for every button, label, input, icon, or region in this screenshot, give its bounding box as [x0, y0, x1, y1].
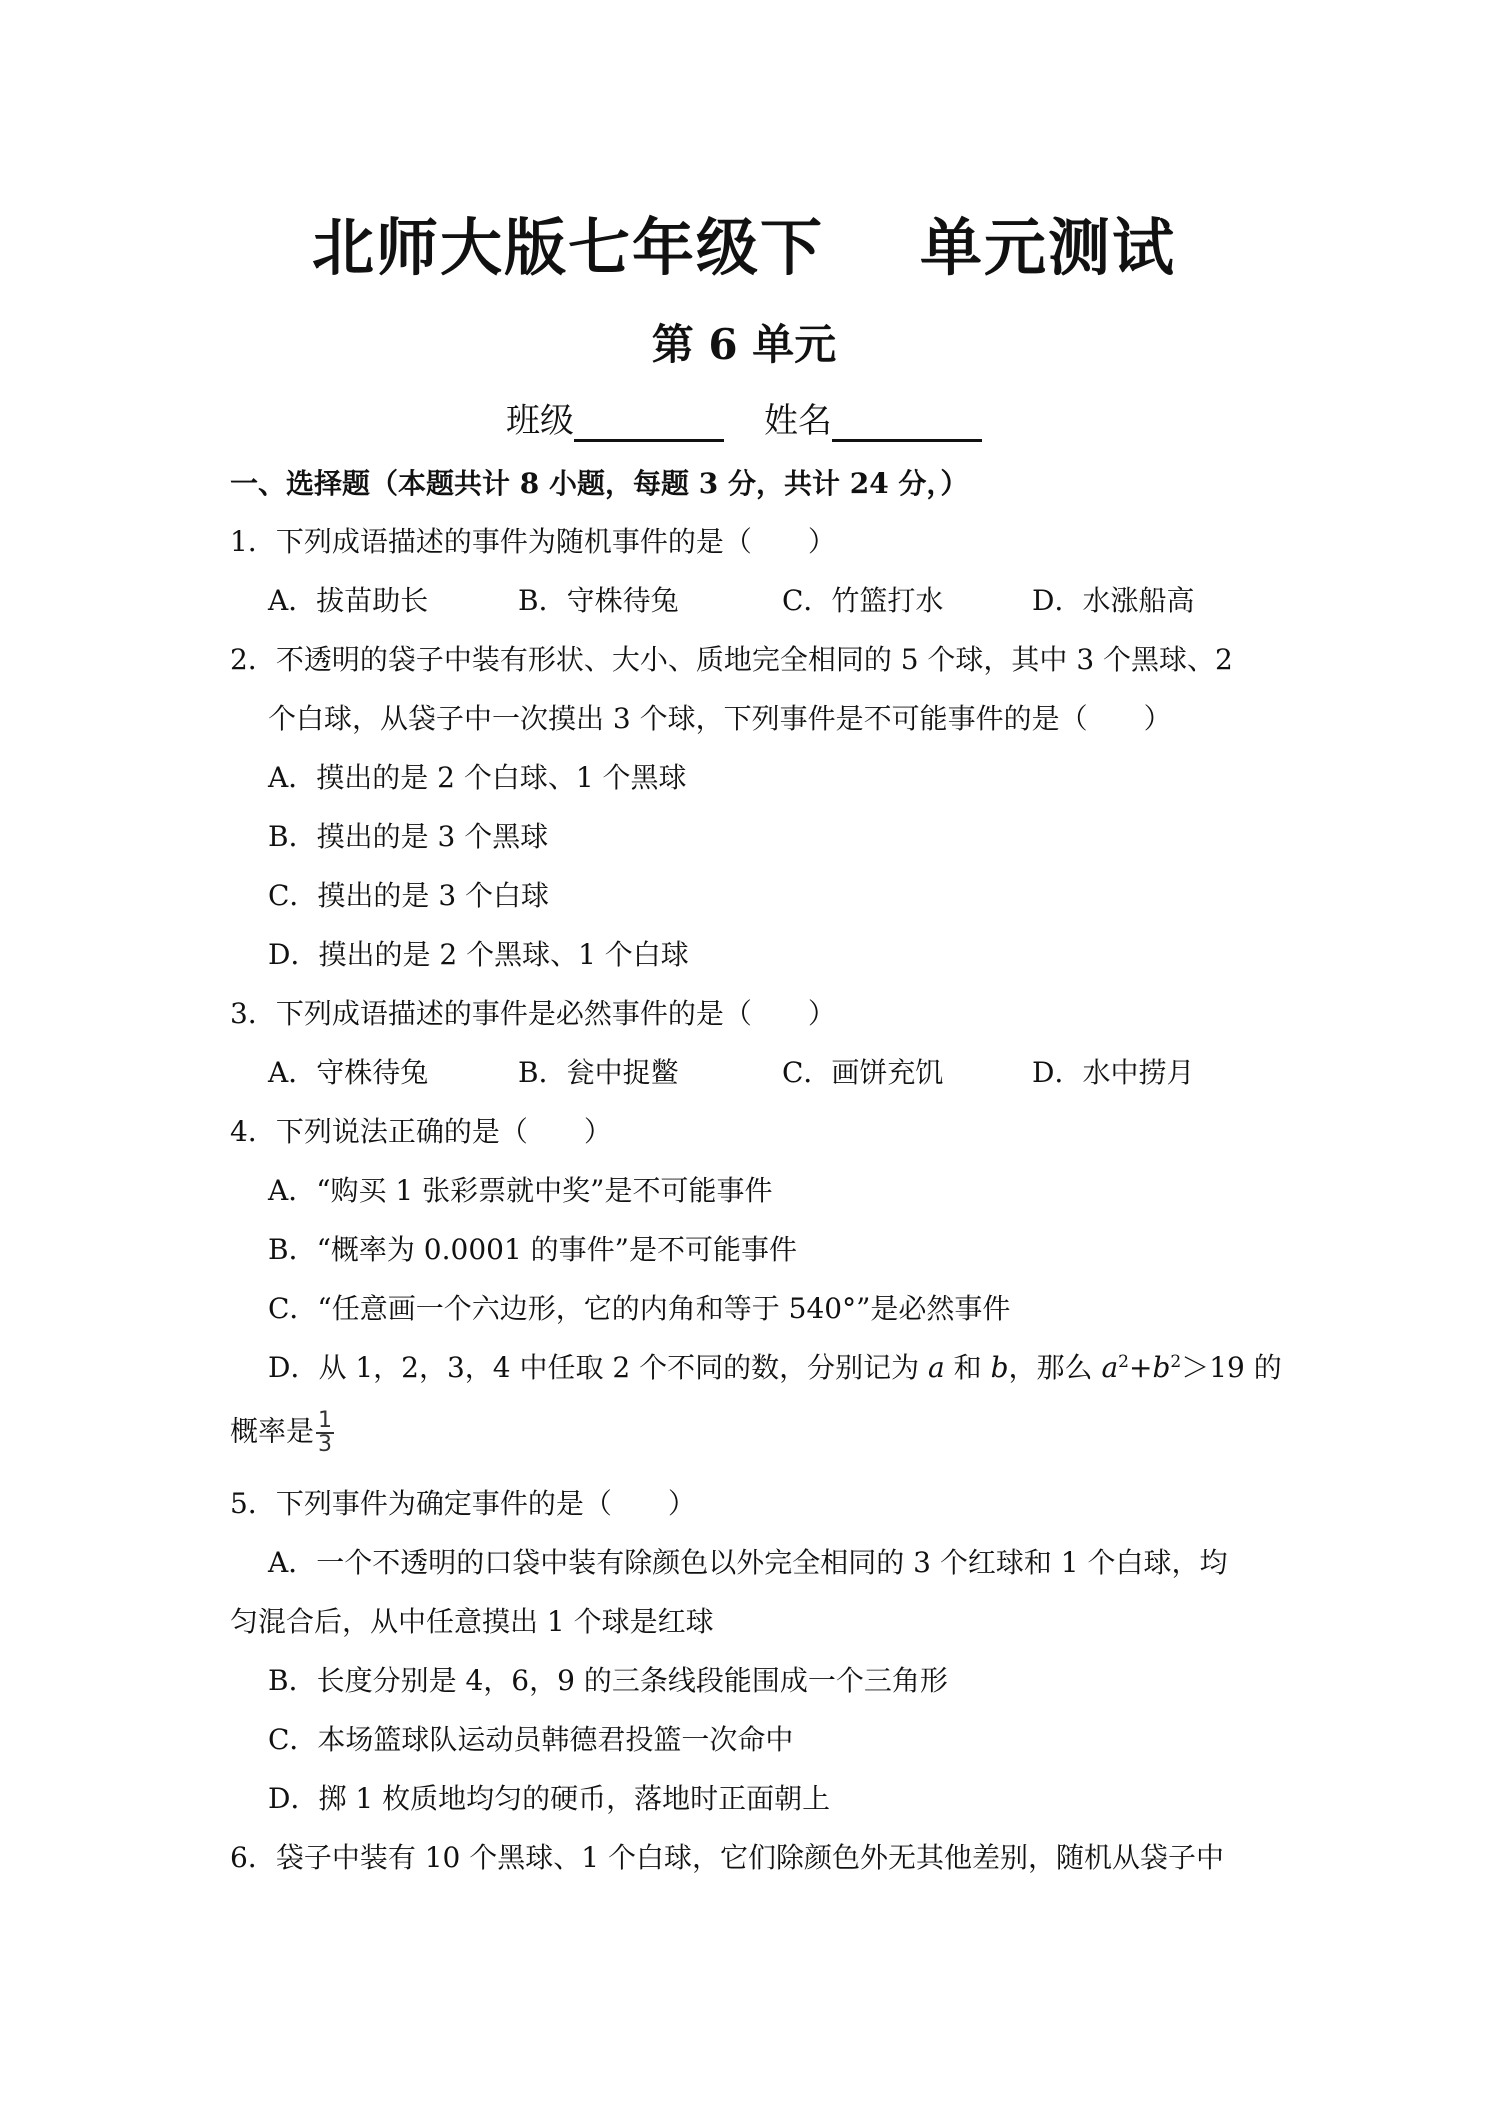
q2-option-d: D．摸出的是 2 个黑球、1 个白球	[268, 938, 689, 971]
q4d-and: 和	[953, 1351, 982, 1384]
q4d-plus: +	[1128, 1351, 1153, 1384]
q4d-then: ，那么	[1008, 1351, 1093, 1384]
q4d-expr-b: b	[1152, 1351, 1171, 1384]
q1-option-d: D．水涨船高	[1032, 584, 1195, 617]
q3-option-a: A．守株待兔	[268, 1056, 429, 1089]
q1-option-b: B．守株待兔	[518, 584, 679, 617]
q4d-rest: ＞19 的	[1181, 1351, 1282, 1384]
q4d-var-a: a	[928, 1351, 945, 1384]
fraction-denominator: 3	[318, 1432, 333, 1457]
question-2-stem-line1: 2．不透明的袋子中装有形状、大小、质地完全相同的 5 个球，其中 3 个黑球、2	[230, 643, 1233, 676]
class-blank	[574, 405, 724, 442]
q5-option-a-line1: A．一个不透明的口袋中装有除颜色以外完全相同的 3 个红球和 1 个白球，均	[268, 1546, 1228, 1579]
question-5-stem: 5．下列事件为确定事件的是（ ）	[230, 1487, 696, 1520]
q4-option-c: C．“任意画一个六边形，它的内角和等于 540°”是必然事件	[268, 1292, 1011, 1325]
class-label: 班级	[506, 401, 574, 441]
q4d-expr-a: a	[1101, 1351, 1119, 1384]
q4d-var-b: b	[990, 1351, 1009, 1384]
class-name-line	[0, 393, 1488, 442]
q3-option-d: D．水中捞月	[1032, 1056, 1195, 1089]
title-left: 北师大版七年级下	[311, 211, 824, 284]
q3-option-b: B．瓮中捉鳖	[518, 1056, 679, 1089]
q4d-sup1: 2	[1118, 1352, 1129, 1372]
question-4-stem: 4．下列说法正确的是（ ）	[230, 1115, 612, 1148]
fraction-numerator: 1	[318, 1408, 333, 1433]
q1-option-c: C．竹篮打水	[782, 584, 944, 617]
q5-option-b: B．长度分别是 4，6，9 的三条线段能围成一个三角形	[268, 1664, 948, 1697]
question-1-stem: 1．下列成语描述的事件为随机事件的是（ ）	[230, 525, 836, 558]
q2-option-c: C．摸出的是 3 个白球	[268, 879, 550, 912]
q4-option-a: A．“购买 1 张彩票就中奖”是不可能事件	[268, 1174, 773, 1207]
q5-option-d: D．掷 1 枚质地均匀的硬币，落地时正面朝上	[268, 1782, 831, 1815]
q4-option-b: B．“概率为 0.0001 的事件”是不可能事件	[268, 1233, 797, 1266]
unit-subtitle: 第 6 单元	[651, 320, 837, 369]
q3-option-c: C．画饼充饥	[782, 1056, 944, 1089]
q4-option-d-line2	[230, 1410, 334, 1456]
q1-option-a: A．拔苗助长	[268, 584, 429, 617]
question-2-stem-line2: 个白球，从袋子中一次摸出 3 个球，下列事件是不可能事件的是（ ）	[268, 702, 1172, 735]
title-right: 单元测试	[920, 211, 1177, 284]
name-label: 姓名	[764, 401, 832, 441]
q5-option-c: C．本场篮球队运动员韩德君投篮一次命中	[268, 1723, 794, 1756]
section-heading: 一、选择题（本题共计 8 小题，每题 3 分，共计 24 分，）	[230, 467, 969, 500]
q4d-sup2: 2	[1170, 1352, 1182, 1372]
q4d-prefix: D．从 1，2，3，4 中任取 2 个不同的数，分别记为	[268, 1351, 920, 1384]
question-3-stem: 3．下列成语描述的事件是必然事件的是（ ）	[230, 997, 836, 1030]
q2-option-a: A．摸出的是 2 个白球、1 个黑球	[268, 761, 687, 794]
question-6-stem: 6．袋子中装有 10 个黑球、1 个白球，它们除颜色外无其他差别，随机从袋子中	[230, 1841, 1224, 1874]
page-title	[0, 198, 1488, 287]
q5-option-a-line2: 匀混合后，从中任意摸出 1 个球是红球	[230, 1605, 714, 1638]
q4d-line2-text: 概率是	[230, 1414, 315, 1448]
fraction-one-third	[316, 1410, 334, 1456]
q4-option-d-line1	[268, 1350, 1282, 1386]
q2-option-b: B．摸出的是 3 个黑球	[268, 820, 549, 853]
name-blank	[832, 405, 982, 442]
